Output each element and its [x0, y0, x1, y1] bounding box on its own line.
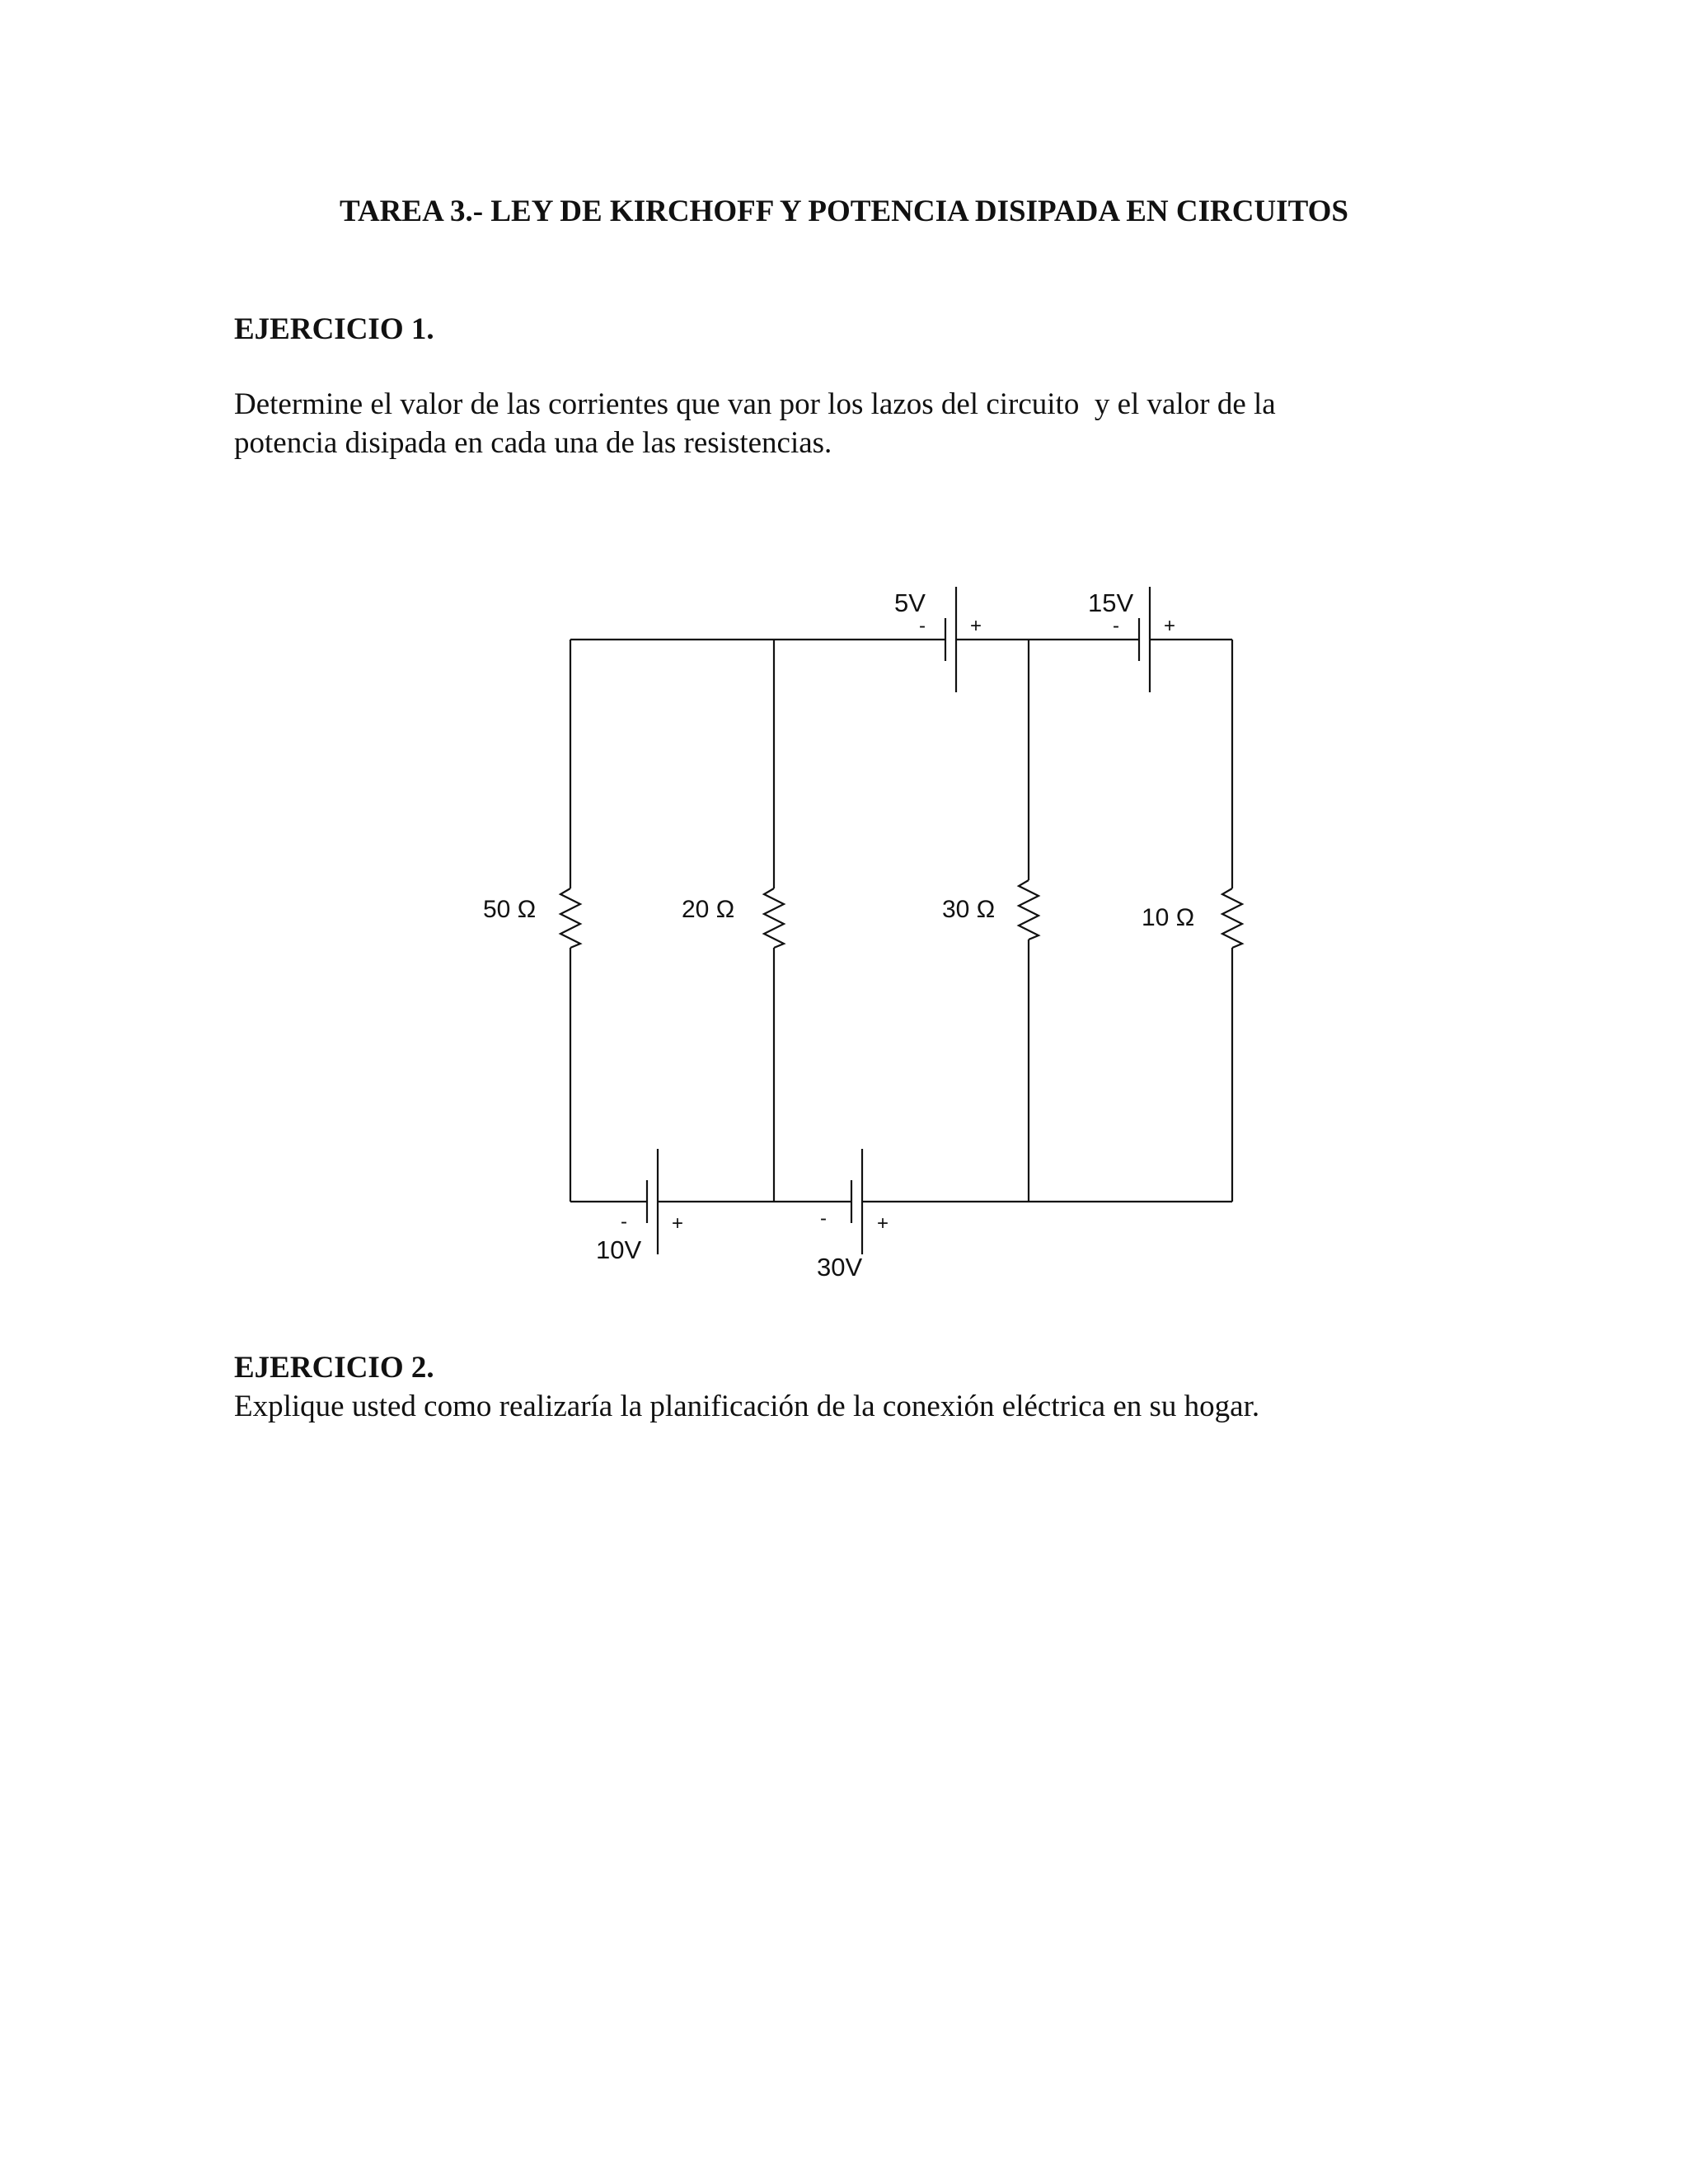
- resistor-30-label: 30 Ω: [942, 896, 996, 923]
- resistor-20-label: 20 Ω: [682, 896, 735, 923]
- source-10v-value: 10V: [596, 1235, 642, 1264]
- resistor-20-symbol: [764, 888, 784, 948]
- source-5v-positive: +: [970, 615, 982, 637]
- exercise-2-text: [234, 1387, 1553, 1426]
- source-10v-positive: +: [672, 1212, 684, 1235]
- source-5v-negative: -: [919, 615, 926, 637]
- source-10v-negative: -: [621, 1211, 627, 1233]
- resistor-50-label: 50 Ω: [483, 896, 537, 923]
- exercise-2-text-line: Explique usted como realizaría la planificación de la conexión eléctrica en su hogar.: [234, 1390, 1260, 1423]
- source-30v-negative: -: [820, 1207, 827, 1230]
- resistor-50-symbol: [560, 888, 580, 948]
- source-30v-positive: +: [877, 1212, 889, 1235]
- source-5v-value: 5V: [894, 588, 926, 617]
- source-15v-positive: +: [1164, 615, 1176, 637]
- resistor-10-label: 10 Ω: [1142, 904, 1195, 931]
- resistor-30-symbol: [1019, 880, 1039, 940]
- exercise-1-text-line1: Determine el valor de las corrientes que van por los lazos del circuito y el valor de la: [234, 387, 1276, 421]
- circuit-wires: [560, 587, 1242, 1254]
- resistor-10-symbol: [1222, 888, 1242, 948]
- source-15v-value: 15V: [1088, 588, 1134, 617]
- source-15v-negative: -: [1113, 615, 1119, 637]
- source-30v-value: 30V: [817, 1253, 863, 1282]
- exercise-2-heading: EJERCICIO 2.: [234, 1351, 434, 1385]
- document-title: TAREA 3.- LEY DE KIRCHOFF Y POTENCIA DISIPADA EN CIRCUITOS: [340, 194, 1348, 228]
- exercise-1-heading: EJERCICIO 1.: [234, 312, 434, 346]
- exercise-1-text-line2: potencia disipada en cada una de las resistencias.: [234, 426, 832, 460]
